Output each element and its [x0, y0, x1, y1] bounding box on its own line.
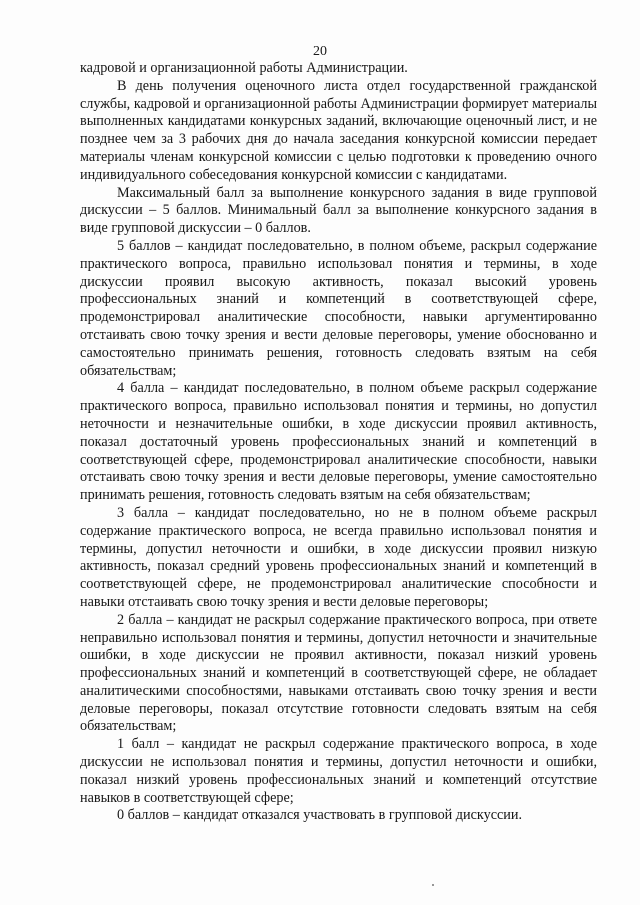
- paragraph-score-3: 3 балла – кандидат последовательно, но не в полном объеме раскрыл содержание практического вопроса, не всегда правильно использовал понятия и термины, допустил неточности и ошибки, в ходе дискуссии проявил низкую активность, показал средний уровень профессиональных знаний и компетенций в соответствующей сфере, не продемонстрировал аналитические способности и навыки отстаивать свою точку зрения и вести деловые переговоры;: [80, 504, 597, 610]
- paragraph-score-0: 0 баллов – кандидат отказался участвовать в групповой дискуссии.: [117, 807, 523, 824]
- scan-speck: [432, 884, 434, 886]
- paragraph-materials-formation: В день получения оценочного листа отдел государственной гражданской службы, кадровой и организационной работы Администрации формирует материалы выполненных кандидатами конкурсных заданий, включающие оценочный лист, и не позднее чем за 3 рабочих дня до начала заседания конкурсной комиссии передает материалы членам конкурсной комиссии с целью подготовки к проведению очного индивидуального собеседования конкурсной комиссии с кандидатами.: [80, 77, 597, 183]
- paragraph-max-min-score: Максимальный балл за выполнение конкурсного задания в виде групповой дискуссии – 5 баллов. Минимальный балл за выполнение конкурсного задания в виде групповой дискуссии – 0 баллов.: [80, 184, 597, 237]
- paragraph-continuation: кадровой и организационной работы Администрации.: [80, 60, 408, 76]
- page-number: 20: [313, 44, 327, 59]
- paragraph-score-1: 1 балл – кандидат не раскрыл содержание практического вопроса, в ходе дискуссии не использовал понятия и термины, допустил неточности и ошибки, показал низкий уровень профессиональных знаний и компетенций отсутствие навыков в соответствующей сфере;: [80, 736, 597, 806]
- document-body: [80, 60, 597, 825]
- paragraph-score-5: 5 баллов – кандидат последовательно, в полном объеме, раскрыл содержание практического вопроса, правильно использовал понятия и термины, в ходе дискуссии проявил высокую активность, показал высокий уровень профессиональных знаний и компетенций в соответствующей сфере, продемонстрировал аналитические способности, навыки аргументированно отстаивать свою точку зрения и вести деловые переговоры, умение обоснованно и самостоятельно принимать решения, готовность следовать взятым на себя обязательствам;: [80, 237, 597, 379]
- paragraph-score-4: 4 балла – кандидат последовательно, в полном объеме раскрыл содержание практического вопроса, правильно использовал понятия и термины, но допустил неточности и незначительные ошибки, в ходе дискуссии проявил активность, показал достаточный уровень профессиональных знаний и компетенций в соответствующей сфере, продемонстрировал аналитические способности, навыки отстаивать свою точку зрения и вести деловые переговоры, умение самостоятельно принимать решения, готовность следовать взятым на себя обязательствам;: [80, 380, 597, 504]
- paragraph-score-2: 2 балла – кандидат не раскрыл содержание практического вопроса, при ответе неправильно использовал понятия и термины, допустил неточности и значительные ошибки, в ходе дискуссии не проявил активности, показал низкий уровень профессиональных знаний и компетенций в соответствующей сфере, не обладает аналитическими способностями, навыками отстаивать свою точку зрения и вести деловые переговоры, показал отсутствие готовности следовать взятым на себя обязательствам;: [80, 611, 597, 735]
